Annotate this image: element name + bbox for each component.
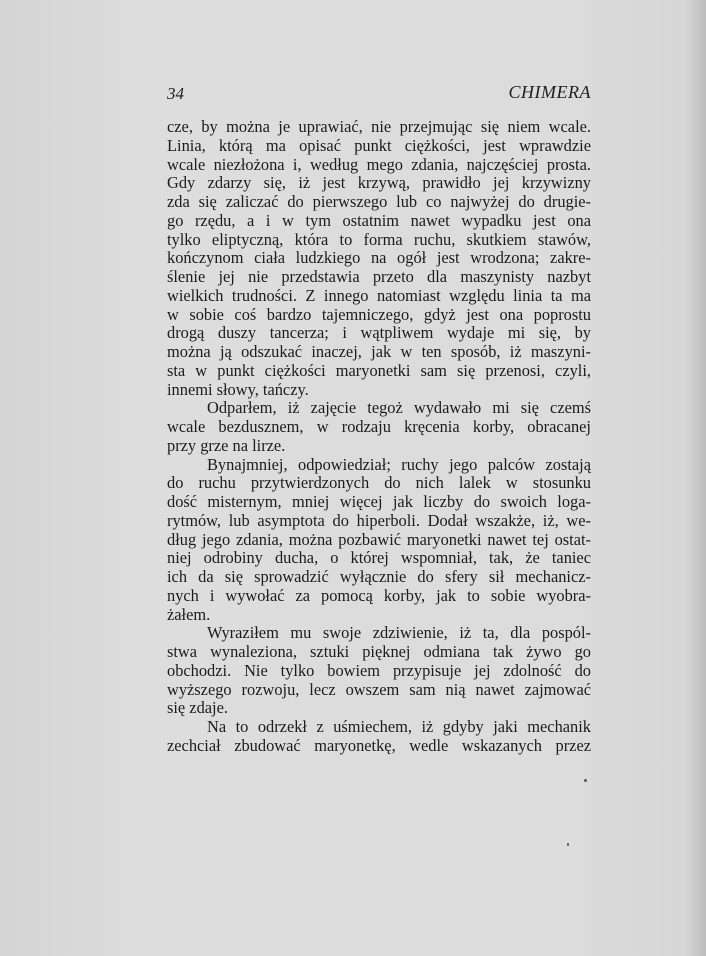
- text-line: się zdaje.: [167, 698, 228, 718]
- text-line: ich da się sprowadzić wyłącznie do sfery sił mechanicz-: [167, 567, 591, 586]
- text-line: drogą duszy tancerza; i wątpliwem wydaje mi się, by: [167, 323, 591, 343]
- text-line: dość misternym, mniej więcej jak liczby do swoich loga-: [167, 492, 591, 511]
- page-number: 34: [167, 84, 184, 103]
- text-line: ślenie jej nie przedstawia przeto dla maszynisty nazbyt: [167, 267, 591, 286]
- text-line: można ją odszukać inaczej, jak w ten sposób, iż maszyni-: [167, 342, 591, 361]
- text-line: innemi słowy, tańczy.: [167, 379, 309, 399]
- text-line: dług jego zdania, można pozbawić maryonetki nawet tej ostat-: [167, 529, 591, 549]
- body-text: [167, 118, 591, 756]
- text-line: przy grze na lirze.: [167, 435, 286, 455]
- text-line: niej odrobiny ducha, o której wspomniał, tak, że taniec: [167, 548, 591, 568]
- text-line: wielkich trudności. Z innego natomiast względu linia ta ma: [167, 285, 591, 305]
- text-line: żałem.: [167, 604, 211, 624]
- text-line: tylko eliptyczną, która to forma ruchu, skutkiem stawów,: [167, 229, 591, 249]
- text-line: go rzędu, a i w tym ostatnim nawet wypadku jest ona: [167, 210, 591, 230]
- paragraph: [167, 624, 591, 718]
- paragraph: [167, 118, 591, 399]
- text-line: wyższego rozwoju, lecz owszem sam nią nawet zajmować: [167, 679, 591, 699]
- text-line: zda się zaliczać do pierwszego lub co najwyżej do drugie-: [167, 192, 591, 211]
- page-header: [167, 80, 591, 106]
- scan-speck: [567, 843, 569, 846]
- text-line: wcale bezdusznem, w rodzaju kręcenia korby, obracanej: [167, 417, 591, 436]
- text-line: nych i wywołać za pomocą korby, jak to sobie wyobra-: [167, 585, 591, 605]
- text-line: w sobie coś bardzo tajemniczego, gdyż jest ona poprostu: [167, 304, 591, 324]
- text-line: Odparłem, iż zajęcie tegoż wydawało mi się czemś: [207, 398, 591, 418]
- running-title: CHIMERA: [508, 82, 591, 102]
- paragraph: [167, 718, 591, 756]
- text-line: do ruchu przytwierdzonych do nich lalek w stosunku: [167, 473, 591, 493]
- text-line: kończynom ciała ludzkiego na ogół jest wrodzona; zakre-: [167, 248, 591, 268]
- paragraph: [167, 456, 591, 625]
- text-line: Gdy zdarzy się, iż jest krzywą, prawidło jej krzywizny: [167, 173, 591, 193]
- text-line: rytmów, lub asymptota do hiperboli. Dodał wszakże, iż, we-: [167, 510, 591, 530]
- text-line: sta w punkt ciężkości maryonetki sam się przenosi, czyli,: [167, 360, 591, 380]
- text-line: Bynajmniej, odpowiedział; ruchy jego palców zostają: [207, 454, 591, 474]
- paragraph: [167, 399, 591, 455]
- text-line: wcale niezłożona i, według mego zdania, najczęściej prosta.: [167, 154, 591, 174]
- text-line: cze, by można je uprawiać, nie przejmując się niem wcale.: [167, 117, 591, 136]
- text-line: obchodzi. Nie tylko bowiem przypisuje jej zdolność do: [167, 660, 591, 680]
- text-line: Linia, którą ma opisać punkt ciężkości, jest wprawdzie: [167, 135, 591, 155]
- text-line: zechciał zbudować maryonetkę, wedle wskazanych przez: [167, 735, 591, 755]
- text-line: stwa wynaleziona, sztuki pięknej odmiana tak żywo go: [167, 642, 591, 661]
- scan-speck: [584, 779, 587, 782]
- text-line: Wyraziłem mu swoje zdziwienie, iż ta, dla pospól-: [207, 623, 591, 643]
- text-line: Na to odrzekł z uśmiechem, iż gdyby jaki mechanik: [207, 717, 591, 736]
